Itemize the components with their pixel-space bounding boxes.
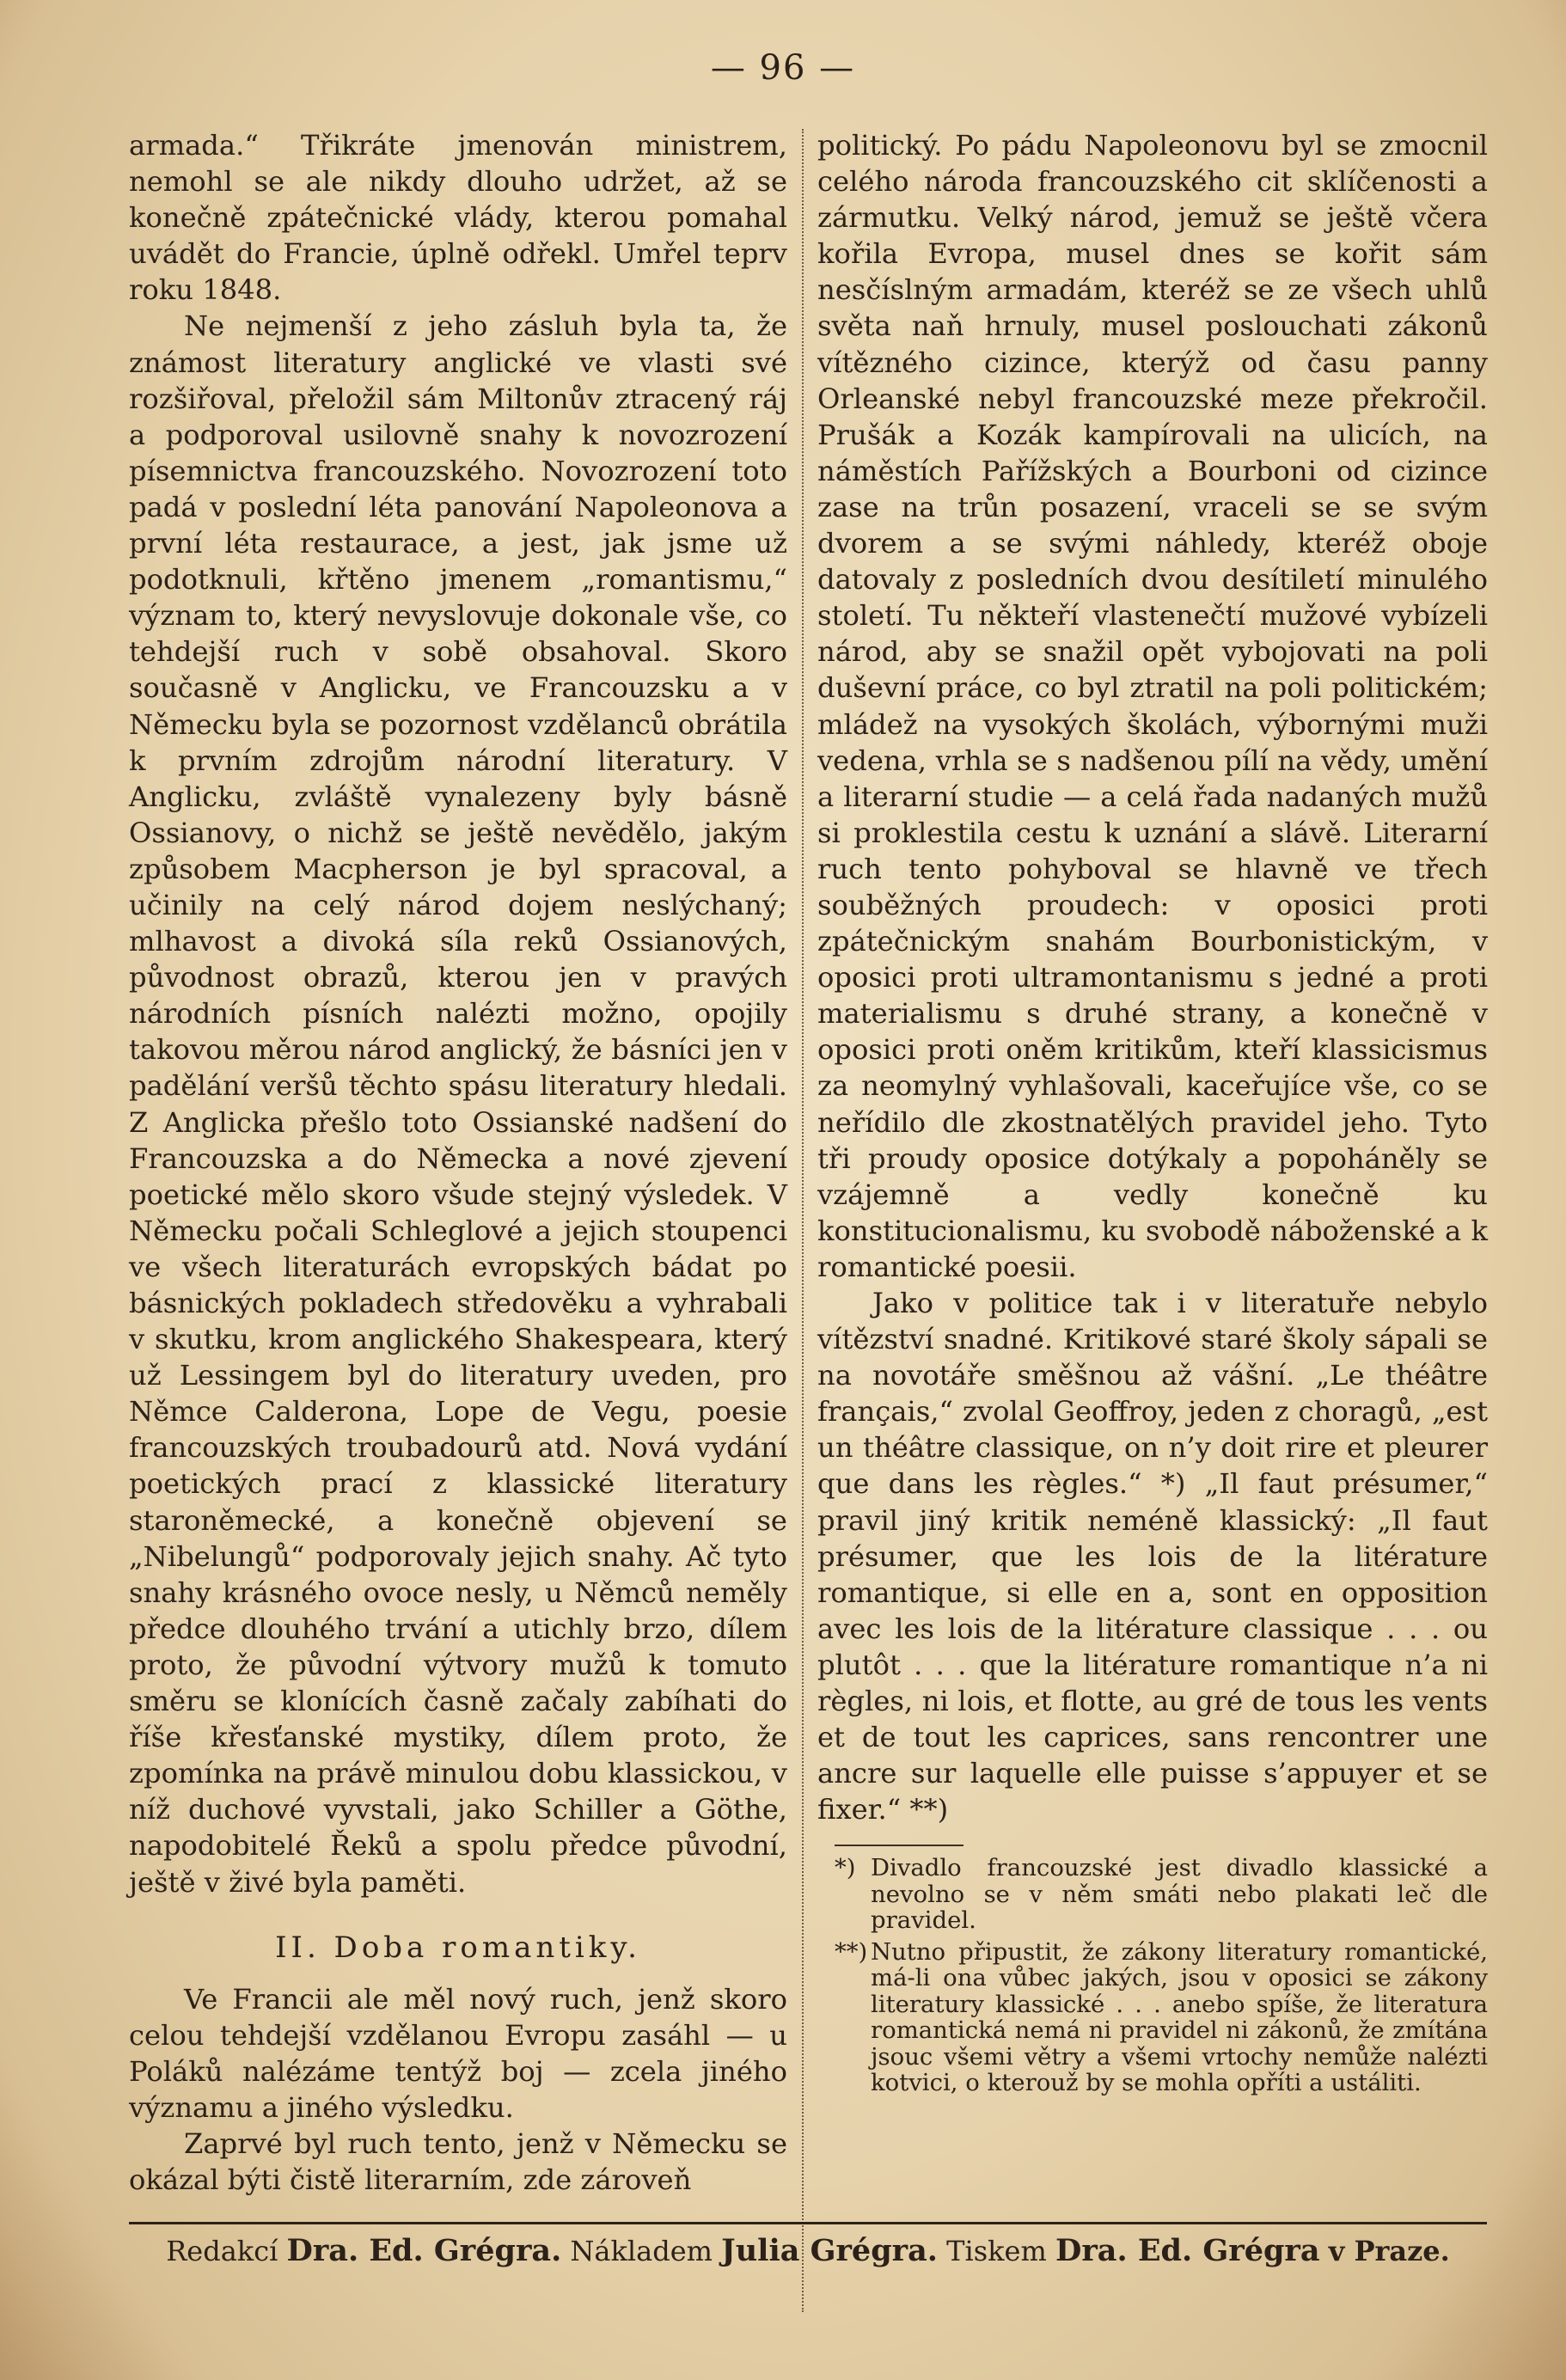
paragraph: Zaprvé byl ruch tento, jenž v Německu se okázal býti čistě literarním, zde zároveň [129,2127,787,2197]
footnote-mark: **) [835,1937,868,1966]
imprint-label: Redakcí [166,2235,278,2267]
column-divider [802,129,804,2312]
footnote [817,1939,1488,2096]
footnote-mark: *) [835,1854,856,1882]
paragraph: Jako v politice tak i v literatuře nebylo vítězství snadné. Kritikové staré školy sápali se na novotáře směšnou až vášní. „Le théâtre français,“ zvolal Geoffroy, jeden z choragů, „est un théâtre classique, on n’y doit rire et pleurer que dans les règles.“ *) „Il faut présumer,“ pravil jiný kritik neméně klassický: „Il faut présumer, que les lois de la litérature romantique, si elle en a, sont en opposition avec les lois de la litérature classique . . . ou plutôt . . . que la litérature romantique n’a ni règles, ni lois, et flotte, au gré de tous les vents et de tout les caprices, sans rencontrer une ancre sur laquelle elle puisse s’appuyer et se fixer.“ **) [817,1287,1488,1826]
section-heading: II. Doba romantiky. [275,1930,641,1965]
imprint-label: Tiskem [946,2235,1047,2267]
left-column [129,127,787,2198]
imprint-printer: Dra. Ed. Grégra [1055,2233,1320,2268]
paragraph: politický. Po pádu Napoleonovu byl se zmocnil celého národa francouzského cit sklíčenosti a zármutku. Velký národ, jemuž se ještě včera kořila Evropa, musel dnes se kořit sám nesčíslným armadám, kteréž se ze všech uhlů světa naň hrnuly, musel poslouchati zákonů vítězného cizince, kterýž od času panny Orleanské nebyl francouzské meze překročil. Prušák a Kozák kampírovali na ulicích, na náměstích Pařížských a Bourboni od cizince zase na trůn posazení, vraceli se se svým dvorem a se svými náhledy, kteréž oboje datovaly z posledních dvou desítiletí minulého století. Tu někteří vlastenečtí mužové vybízeli národ, aby se snažil opět vybojovati na poli duševní práce, co byl ztratil na poli politickém; mládež na vysokých školách, výbornými muži vedena, vrhla se s nadšenou pílí na vědy, umění a literarní studie — a celá řada nadaných mužů si proklestila cestu k uznání a slávě. Literarní ruch tento pohyboval se hlavně ve třech souběžných proudech: v oposici proti zpátečnickým snahám Bourbonistickým, v oposici proti ultramontanismu s jedné a proti materialismu s druhé strany, a konečně v oposici proti oněm kritikům, kteří klassicismus za neomylný vyhlašovali, kaceřujíce vše, co se neřídilo dle zkostnatělých pravidel jeho. Tyto tři proudy oposice dotýkaly a popoháněly se vzájemně a vedly konečně ku konstitucionalismu, ku svobodě náboženské a k romantické poesii. [817,129,1488,1283]
imprint-divider [129,2222,1487,2224]
footnote-text: Divadlo francouzské jest divadlo klassické a nevolno se v něm smáti nebo plakati leč dle pravidel. [871,1854,1488,1935]
footnote-text: Nutno připustit, že zákony literatury romantické, má-li ona vůbec jakých, jsou v oposici se zákony literatury klassické . . . anebo spíše, že literatura romantická nemá ni pravidel ni zákonů, že zmítána jsouc všemi větry a všemi vrtochy nemůže nalézti kotvici, o kterouž by se mohla opříti a ustáliti. [871,1937,1488,2097]
footnote-divider [835,1845,963,1846]
imprint-label: Nákladem [570,2235,713,2267]
imprint-publisher: Julia Grégra. [721,2233,938,2268]
paragraph: armada.“ Třikráte jmenován ministrem, nemohl se ale nikdy dlouho udržet, až se konečně zpátečnické vlády, kterou pomahal uvádět do Francie, úplně odřekl. Umřel teprv roku 1848. [129,129,787,307]
footnote [817,1855,1488,1934]
page-number: — 96 — [710,48,856,88]
imprint-place: v Praze. [1328,2235,1450,2267]
imprint [129,2233,1487,2268]
paragraph: Ne nejmenší z jeho zásluh byla ta, že známost literatury anglické ve vlasti své rozšiřoval, přeložil sám Miltonův ztracený ráj a podporoval usilovně snahy k novozrození písemnictva francouzského. Novozrození toto padá v poslední léta panování Napoleonova a první léta restaurace, a jest, jak jsme už podotknuli, křtěno jmenem „romantismu,“ význam to, který nevyslovuje dokonale vše, co tehdejší ruch v sobě obsahoval. Skoro současně v Anglicku, ve Francouzsku a v Německu byla se pozornost vzdělanců obrátila k prvním zdrojům národní literatury. V Anglicku, zvláště vynalezeny byly básně Ossianovy, o nichž se ještě nevědělo, jakým způsobem Macpherson je byl spracoval, a učinily na celý národ dojem neslýchaný; mlhavost a divoká síla reků Ossianových, původnost obrazů, kterou jen v pravých národních písních nalézti možno, opojily takovou měrou národ anglický, že básníci jen v padělání veršů těchto spásu literatury hledali. Z Anglicka přešlo toto Ossianské nadšení do Francouzska a do Německa a nové zjevení poetické mělo skoro všude stejný výsledek. V Německu počali Schleglové a jejich stoupenci ve všech literaturách evropských bádat po básnických pokladech středověku a vyhrabali v skutku, krom anglického Shakespeara, který už Lessingem byl do literatury uveden, pro Němce Calderona, Lope de Vegu, poesie francouzských troubadourů atd. Nová vydání poetických prací z klassické literatury staroněmecké, a konečně objevení se „Nibelungů“ podporovaly jejich snahy. Ač tyto snahy krásného ovoce nesly, u Němců neměly předce dlouhého trvání a utichly brzo, dílem proto, že původní výtvory mužů k tomuto směru se klonících časně začaly zabíhati do říše křesťanské mystiky, dílem proto, že zpomínka na právě minulou dobu klassickou, v níž duchové vyvstali, jako Schiller a Göthe, napodobitelé Řeků a spolu předce původní, ještě v živé byla paměti. [129,309,787,1899]
paragraph: Ve Francii ale měl nový ruch, jenž skoro celou tehdejší vzdělanou Evropu zasáhl — u Poláků nalézáme tentýž boj — zcela jiného významu a jiného výsledku. [129,1982,787,2124]
right-column [817,127,1488,2102]
imprint-editor: Dra. Ed. Grégra. [286,2233,562,2268]
